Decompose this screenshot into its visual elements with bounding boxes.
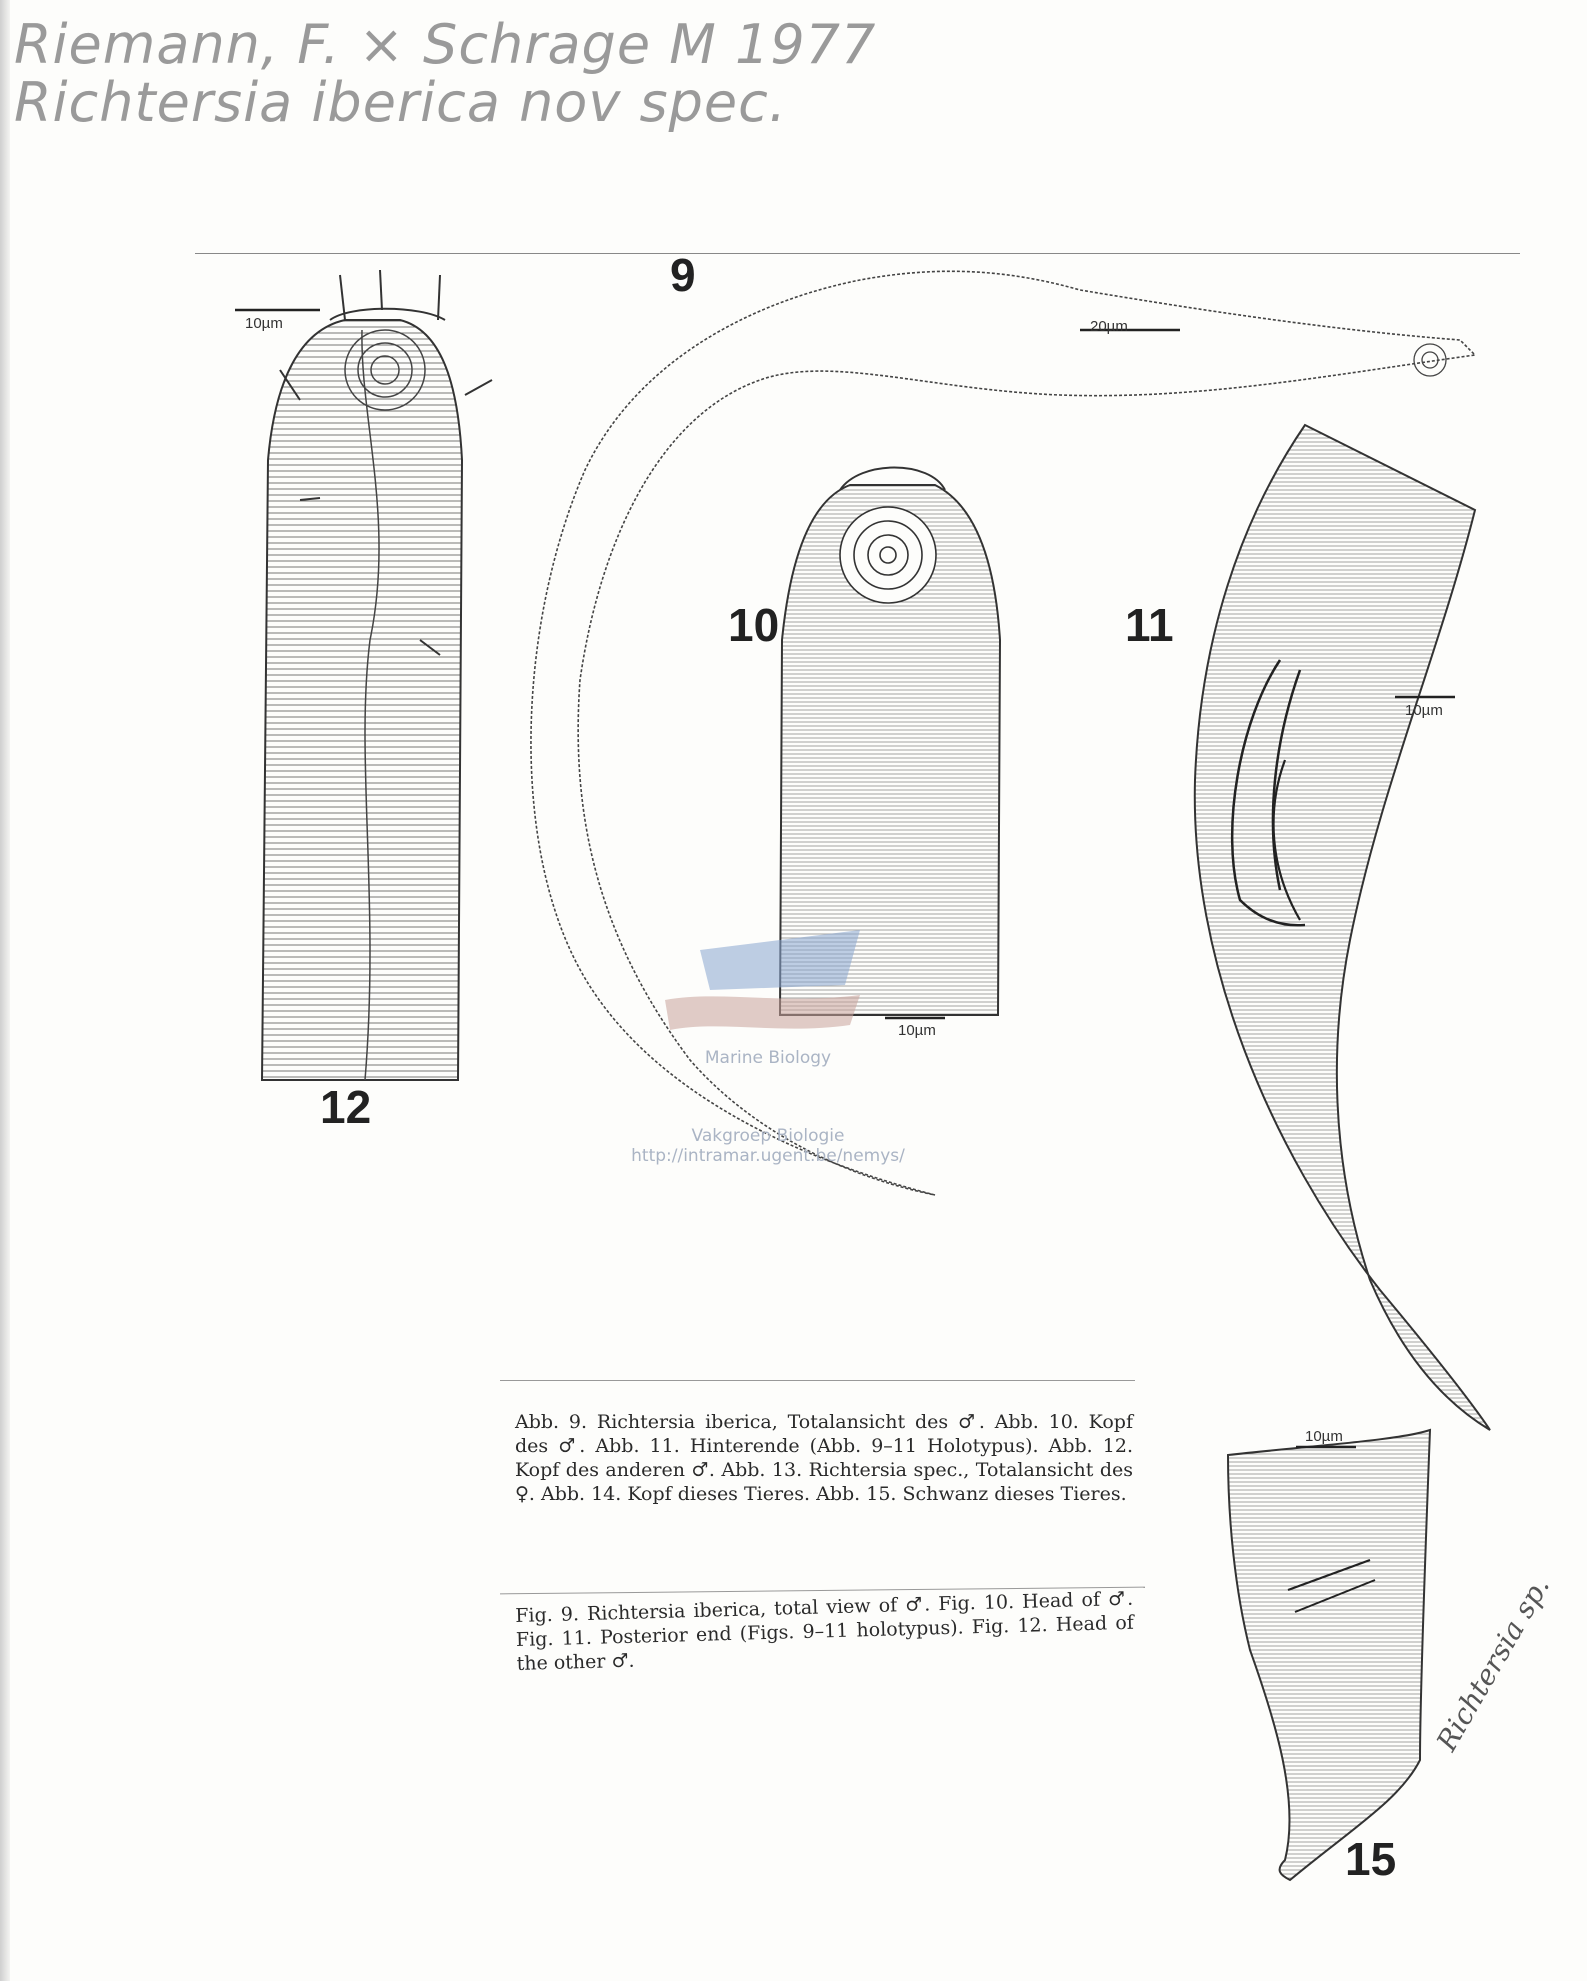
- caption-english: Fig. 9. Richtersia iberica, total view of ♂. Fig. 10. Head of ♂. Fig. 11. Posterior end (Figs. 9–11 holotypus). Fig. 12. Head of the other ♂.: [515, 1587, 1135, 1675]
- handwritten-species-line: Richtersia iberica nov spec.: [14, 71, 787, 134]
- watermark-institute: Marine Biology: [704, 1048, 832, 1068]
- fig9-scale-label: 20µm: [1090, 318, 1128, 335]
- fig12-scale-label: 10µm: [245, 315, 283, 332]
- fig12-drawing: [235, 270, 492, 1080]
- fig11-scale-label: 10µm: [1405, 702, 1443, 719]
- handwritten-margin-note: Richtersia sp.: [1430, 1571, 1557, 1757]
- fig15-label: 15: [1345, 1833, 1397, 1885]
- fig11-drawing: [1195, 425, 1490, 1430]
- fig10-drawing: [780, 468, 1000, 1019]
- fig11-label: 11: [1125, 599, 1174, 651]
- watermark-group: Vakgroep Biologie: [691, 1126, 845, 1146]
- fig12-label: 12: [320, 1081, 372, 1133]
- watermark: [628, 1048, 908, 1166]
- caption-rule-top: [500, 1380, 1135, 1381]
- fig9-label: 9: [670, 249, 696, 301]
- caption-german: Abb. 9. Richtersia iberica, Totalansicht des ♂. Abb. 10. Kopf des ♂. Abb. 11. Hinterende (Abb. 9–11 Holotypus). Abb. 12. Kopf des anderen ♂. Abb. 13. Richtersia spec., Totalansicht des ♀. Abb. 14. Kopf dieses Tieres. Abb. 15. Schwanz dieses Tieres.: [515, 1411, 1133, 1505]
- fig10-scale-label: 10µm: [898, 1022, 936, 1039]
- fig15-drawing: [1228, 1430, 1430, 1880]
- fig10-label: 10: [728, 599, 780, 651]
- watermark-url: http://intramar.ugent.be/nemys/: [631, 1146, 905, 1166]
- watermark-logo: [665, 930, 860, 1030]
- fig15-scale-label: 10µm: [1305, 1428, 1343, 1445]
- handwritten-author-line: Riemann, F. × Schrage M 1977: [14, 13, 877, 76]
